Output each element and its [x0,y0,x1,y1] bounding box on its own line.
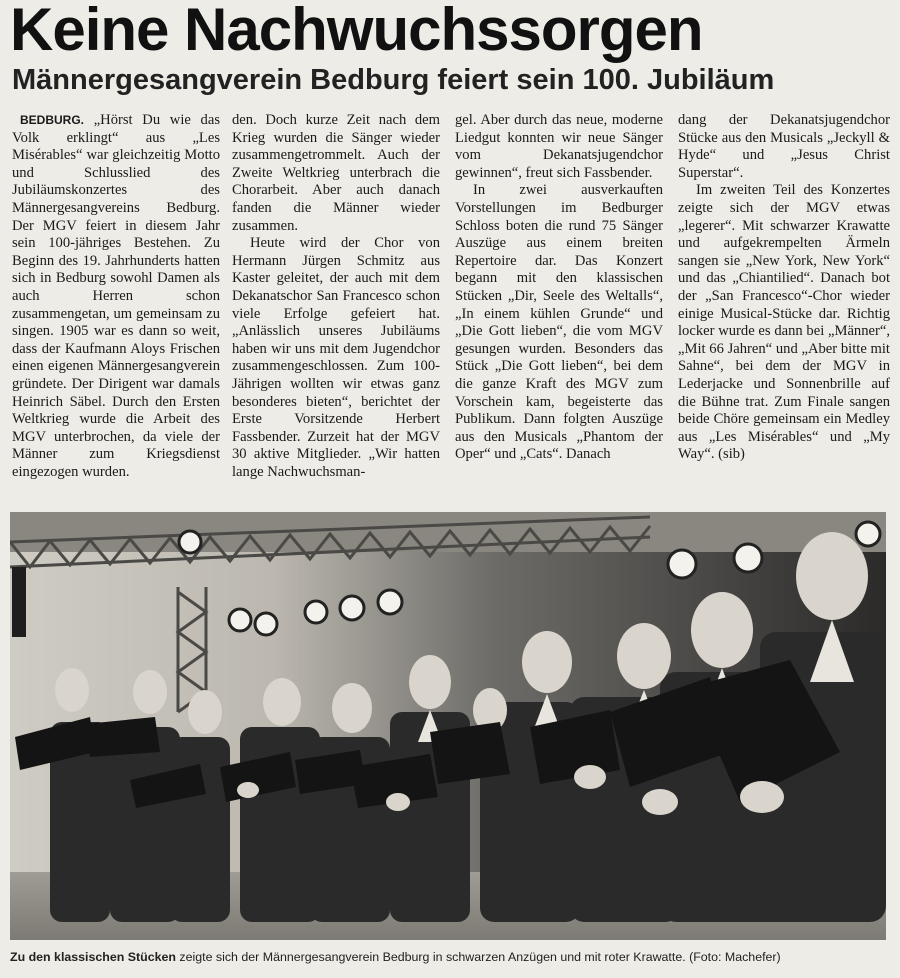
subheadline: Männergesangverein Bedburg feiert sein 100. Jubiläum [12,64,775,96]
paragraph: Heute wird der Chor von Hermann Jürgen Schmitz aus Kaster geleitet, der auch mit dem Dekanatschor San Francesco schon viele Erfolge gefeiert hat. „Anlässlich unseres Jubiläums haben wir uns mit dem Jugendchor zusammengeschlossen. Zum 100-Jährigen wollten wir etwas ganz besonderes bieten“, berichtet der Erste Vorsitzende Herbert Fassbender. Zurzeit hat der MGV 30 aktive Mitglieder. „Wir hatten lange Nachwuchsman- [232,235,440,480]
caption-lead: Zu den klassischen Stücken [10,950,176,964]
paragraph [12,112,220,481]
choir-photo-illustration [10,512,886,940]
headline: Keine Nachwuchssorgen [10,0,703,63]
photo-caption [10,950,890,964]
paragraph-text: „Hörst Du wie das Volk erklingt“ aus „Les Misérables“ war gleichzeitig Motto und Schlusslied des Jubiläumskonzertes des Männergesangvereins Bedburg. Der MGV feiert in diesem Jahr sein 100-jähriges Bestehen. Zu Beginn des 19. Jahrhunderts hatten sich in Bedburg sowohl Damen als auch Herren schon zusammengetan, um gemeinsam zu singen. 1905 war es dann so weit, dass der Kaufmann Aloys Frischen einen eigenen Männergesangverein gründete. Der Dirigent war damals Heinrich Säbel. Durch den Ersten Weltkrieg wurde die Arbeit des MGV unterbrochen, da viele der Männer zum Kriegsdienst eingezogen wurden. [12,112,220,480]
caption-text: zeigte sich der Männergesangverein Bedburg in schwarzen Anzügen und mit roter Krawatte. (Foto: Machefer) [175,950,781,964]
article-column-1 [12,112,220,481]
article-column-4 [678,112,890,464]
paragraph: den. Doch kurze Zeit nach dem Krieg wurden die Sänger wieder zusammengetrommelt. Auch der Zweite Weltkrieg unterbrach die Chorarbeit. Aber auch danach fanden die Männer wieder zusammen. [232,112,440,234]
paragraph: Im zweiten Teil des Konzertes zeigte sich der MGV etwas „legerer“. Mit schwarzer Krawatte und aufgekrempelten Ärmeln sangen sie „New York, New York“ und das „Chiantilied“. Danach bot der „San Francesco“-Chor wieder einige Musical-Stücke dar. Richtig locker wurde es dann bei „Männer“, „Mit 66 Jahren“ und „Aber bitte mit Sahne“, bei dem der MGV in Lederjacke und Sonnenbrille auf die Bühne trat. Zum Finale sangen beide Chöre gemeinsam ein Medley aus „Les Misérables“ und „My Way“. (sib) [678,182,890,463]
paragraph: dang der Dekanatsjugendchor Stücke aus den Musicals „Jeckyll & Hyde“ und „Jesus Christ Superstar“. [678,112,890,181]
paragraph: gel. Aber durch das neue, moderne Liedgut konnten wir neue Sänger vom Dekanatsjugendchor gewinnen“, freut sich Fassbender. [455,112,663,181]
dateline: BEDBURG. [20,113,85,127]
paragraph: In zwei ausverkauften Vorstellungen im Bedburger Schloss boten die rund 75 Sänger Auszüge aus einem breiten Repertoire dar. Das Konzert begann mit den klassischen Stücken „Dir, Seele des Weltalls“, „In einem kühlen Grunde“ und „Die Gott lieben“, die vom MGV gesungen wurden. Besonders das Stück „Die Gott lieben“, bei dem die ganze Kraft des MGV zum Vorschein kam, begeisterte das Publikum. Dann folgten Auszüge aus den Musicals „Phantom der Oper“ und „Cats“. Danach [455,182,663,463]
article-column-3 [455,112,663,464]
choir-photo [10,512,886,940]
article-column-2 [232,112,440,481]
